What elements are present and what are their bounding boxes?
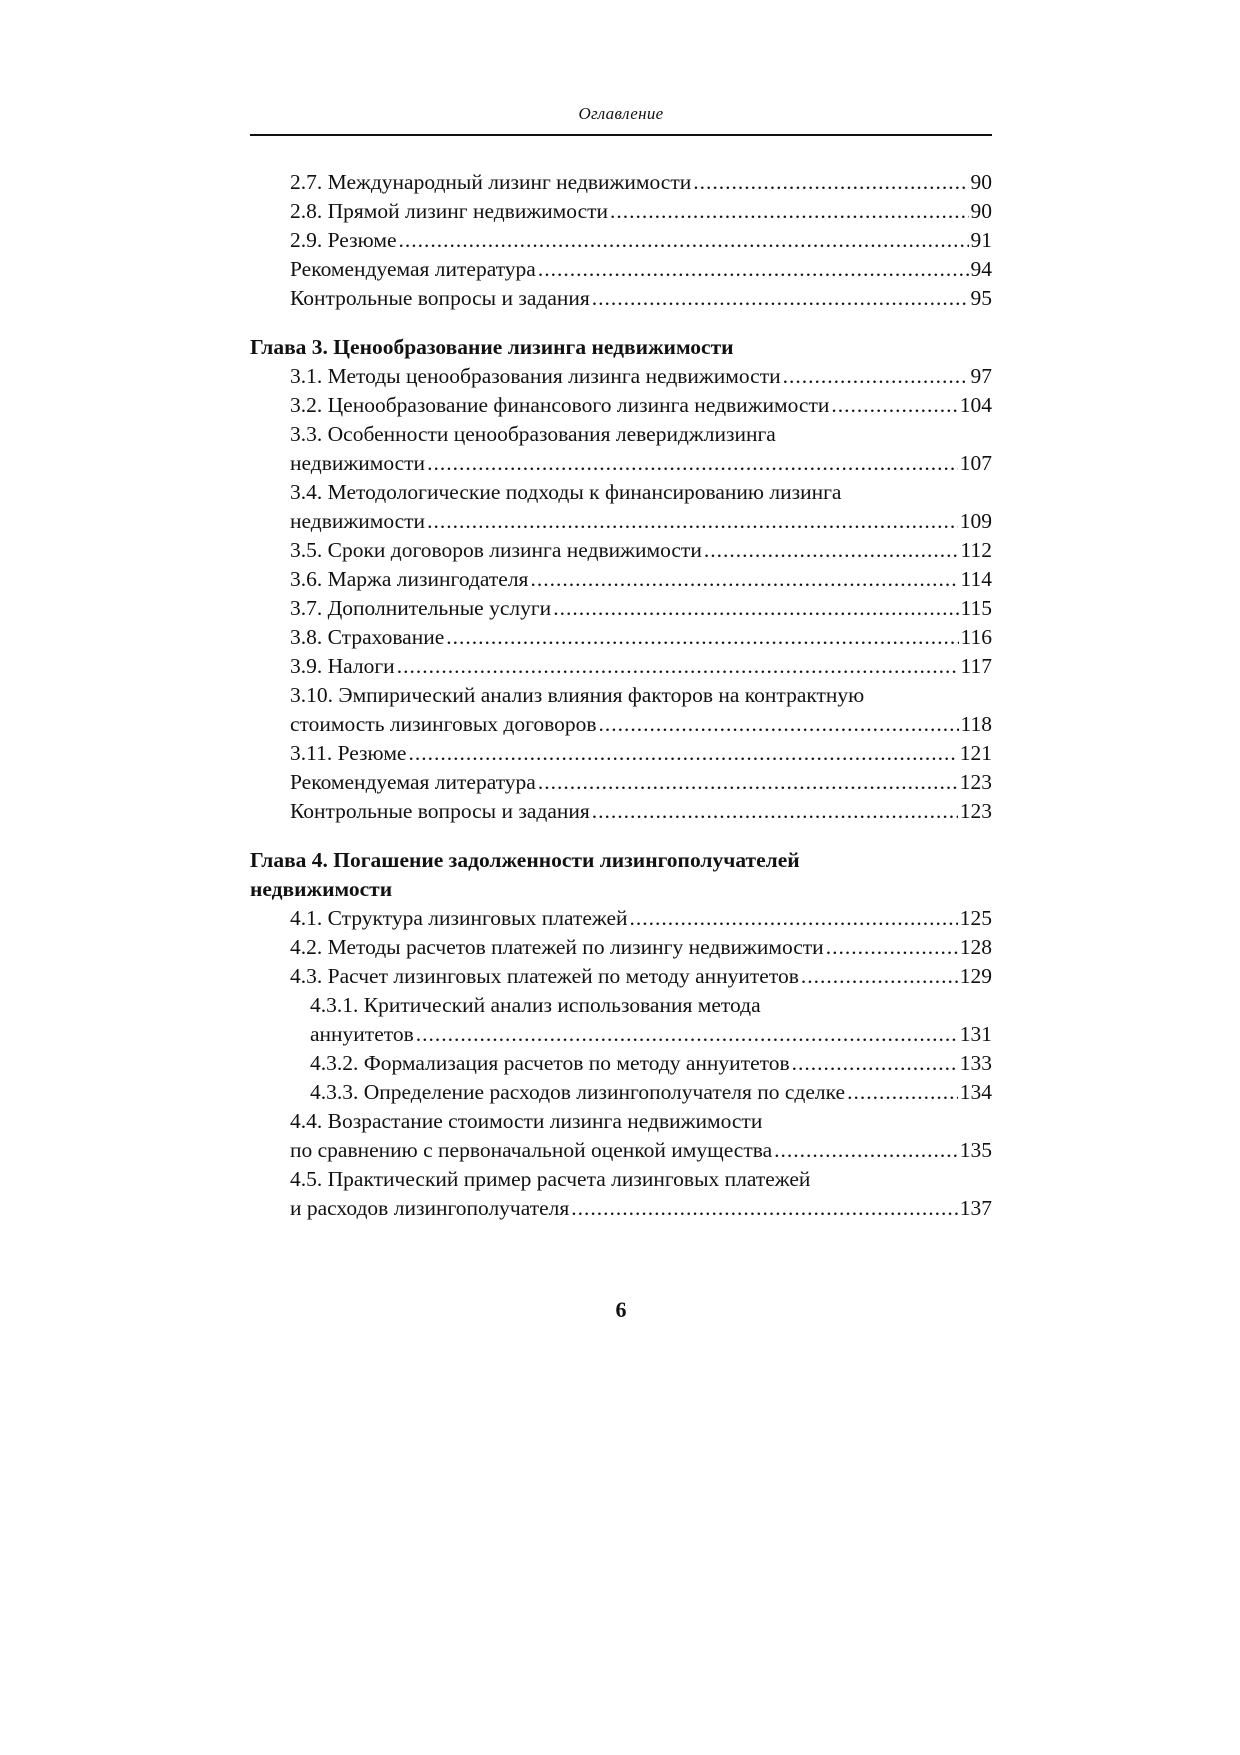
leader-dots	[826, 933, 958, 962]
page-ref: 131	[959, 1022, 992, 1046]
toc-entry-ch2-questions[interactable]: Контрольные вопросы и задания ..... 95	[250, 284, 992, 313]
leader-dots	[408, 739, 957, 768]
page-number: 6	[615, 1297, 627, 1322]
page-ref: 123	[959, 799, 992, 823]
page-ref: 116	[960, 625, 992, 649]
leader-dots	[847, 1078, 958, 1107]
leader-dots	[592, 797, 958, 826]
toc-entry-ch3-questions[interactable]: Контрольные вопросы и задания ..... 123	[250, 797, 992, 826]
leader-dots	[693, 168, 968, 197]
leader-dots	[792, 1049, 958, 1078]
toc-entry-3-8[interactable]: 3.8. Страхование ..... 116	[250, 623, 992, 652]
page-ref: 112	[960, 538, 992, 562]
toc-entry-4-5-line1[interactable]: 4.5. Практический пример расчета лизинговых платежей	[290, 1167, 811, 1191]
page-ref: 133	[959, 1051, 992, 1075]
toc-entry-2-9[interactable]: 2.9. Резюме ..... 91	[250, 226, 992, 255]
page-ref: 115	[960, 596, 992, 620]
page-ref: 114	[960, 567, 992, 591]
page-ref: 125	[959, 906, 992, 930]
page-ref: 97	[970, 364, 992, 388]
leader-dots	[783, 362, 969, 391]
leader-dots	[538, 255, 969, 284]
leader-dots	[427, 507, 958, 536]
toc-entry-3-1[interactable]: 3.1. Методы ценообразования лизинга недвижимости ..... 97	[250, 362, 992, 391]
toc-entry-3-10-line2[interactable]: стоимость лизинговых договоров ..... 118	[250, 710, 992, 739]
toc-entry-ch2-literature[interactable]: Рекомендуемая литература ..... 94	[250, 255, 992, 284]
leader-dots	[446, 623, 958, 652]
toc-entry-3-4-line1[interactable]: 3.4. Методологические подходы к финансированию лизинга	[290, 480, 842, 504]
leader-dots	[630, 904, 958, 933]
page-ref: 95	[970, 286, 992, 310]
toc-entry-3-3-line2[interactable]: недвижимости ..... 107	[250, 449, 992, 478]
toc-entry-2-8[interactable]: 2.8. Прямой лизинг недвижимости ..... 90	[250, 197, 992, 226]
chapter-3-heading[interactable]: Глава 3. Ценообразование лизинга недвижимости	[250, 335, 734, 359]
toc-entry-ch3-literature[interactable]: Рекомендуемая литература ..... 123	[250, 768, 992, 797]
page-ref: 91	[970, 228, 992, 252]
page-ref: 94	[970, 257, 992, 281]
toc-entry-4-1[interactable]: 4.1. Структура лизинговых платежей ..... 125	[250, 904, 992, 933]
page-ref: 104	[959, 393, 992, 417]
toc-entry-4-3-2[interactable]: 4.3.2. Формализация расчетов по методу аннуитетов ..... 133	[250, 1049, 992, 1078]
leader-dots	[399, 226, 969, 255]
chapter-4-heading-cont[interactable]: недвижимости	[250, 877, 393, 901]
leader-dots	[592, 284, 969, 313]
toc-entry-3-11[interactable]: 3.11. Резюме ..... 121	[250, 739, 992, 768]
header-rule	[250, 134, 992, 136]
leader-dots	[571, 1194, 957, 1223]
page-ref: 137	[959, 1196, 992, 1220]
page-ref: 90	[970, 170, 992, 194]
running-title: Оглавление	[578, 104, 664, 123]
toc-entry-4-3[interactable]: 4.3. Расчет лизинговых платежей по методу аннуитетов ..... 129	[250, 962, 992, 991]
leader-dots	[599, 710, 959, 739]
page-ref: 134	[959, 1080, 992, 1104]
toc-entry-3-2[interactable]: 3.2. Ценообразование финансового лизинга недвижимости ..... 104	[250, 391, 992, 420]
toc-entry-2-7[interactable]: 2.7. Международный лизинг недвижимости ..... 90	[250, 168, 992, 197]
page-ref: 90	[970, 199, 992, 223]
leader-dots	[831, 391, 957, 420]
toc-entry-4-4-line1[interactable]: 4.4. Возрастание стоимости лизинга недвижимости	[290, 1109, 763, 1133]
leader-dots	[538, 768, 958, 797]
leader-dots	[416, 1020, 958, 1049]
table-of-contents	[250, 168, 992, 1223]
page-ref: 109	[959, 509, 992, 533]
leader-dots	[774, 1136, 958, 1165]
toc-entry-3-7[interactable]: 3.7. Дополнительные услуги ..... 115	[250, 594, 992, 623]
page-ref: 118	[960, 712, 992, 736]
leader-dots	[801, 962, 958, 991]
toc-entry-3-3-line1[interactable]: 3.3. Особенности ценообразования левериджлизинга	[290, 422, 776, 446]
toc-entry-4-3-1-line2[interactable]: аннуитетов ..... 131	[250, 1020, 992, 1049]
toc-entry-4-3-3[interactable]: 4.3.3. Определение расходов лизингополучателя по сделке ..... 134	[250, 1078, 992, 1107]
leader-dots	[530, 565, 958, 594]
toc-entry-3-5[interactable]: 3.5. Сроки договоров лизинга недвижимости ..... 112	[250, 536, 992, 565]
toc-entry-4-4-line2[interactable]: по сравнению с первоначальной оценкой имущества ..... 135	[250, 1136, 992, 1165]
leader-dots	[397, 652, 959, 681]
page-ref: 128	[959, 935, 992, 959]
page-ref: 129	[959, 964, 992, 988]
page-ref: 123	[959, 770, 992, 794]
toc-entry-3-9[interactable]: 3.9. Налоги ..... 117	[250, 652, 992, 681]
toc-entry-4-3-1-line1[interactable]: 4.3.1. Критический анализ использования метода	[310, 993, 761, 1017]
page-ref: 121	[959, 741, 992, 765]
toc-entry-3-6[interactable]: 3.6. Маржа лизингодателя ..... 114	[250, 565, 992, 594]
leader-dots	[553, 594, 958, 623]
page-ref: 107	[959, 451, 992, 475]
toc-entry-3-10-line1[interactable]: 3.10. Эмпирический анализ влияния факторов на контрактную	[290, 683, 865, 707]
leader-dots	[704, 536, 959, 565]
leader-dots	[427, 449, 958, 478]
chapter-4-heading[interactable]: Глава 4. Погашение задолженности лизингополучателей	[250, 848, 800, 872]
leader-dots	[610, 197, 968, 226]
toc-entry-4-2[interactable]: 4.2. Методы расчетов платежей по лизингу недвижимости ..... 128	[250, 933, 992, 962]
toc-entry-4-5-line2[interactable]: и расходов лизингополучателя ..... 137	[250, 1194, 992, 1223]
page-ref: 135	[959, 1138, 992, 1162]
toc-entry-3-4-line2[interactable]: недвижимости ..... 109	[250, 507, 992, 536]
page-ref: 117	[960, 654, 992, 678]
